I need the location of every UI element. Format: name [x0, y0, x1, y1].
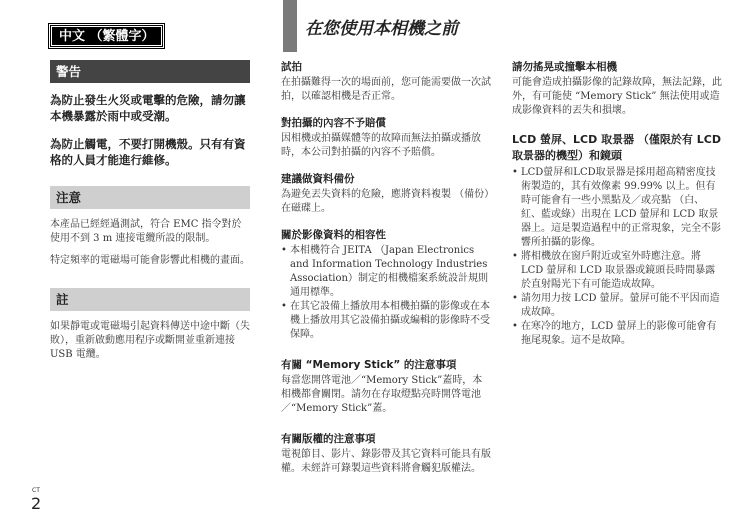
- list-item: • 將相機放在窗戶附近或室外時應注意。將 LCD 螢屏和 LCD 取景器或鏡頭長時間暴露於直射陽光下有可能造成故障。: [512, 251, 716, 290]
- list-item: • 在寒冷的地方，LCD 螢屏上的影像可能會有拖尾現象。這不是故障。: [512, 321, 717, 346]
- column-right: [512, 60, 724, 360]
- compat-list: [281, 244, 491, 342]
- column-middle: [281, 60, 491, 488]
- caution-title: 注意: [50, 186, 250, 209]
- caution-text-2: 特定頻率的電磁場可能會影響此相機的畫面。: [50, 255, 250, 266]
- section-text: 電視節目、影片、錄影帶及其它資料可能具有版權。未經許可錄製這些資料將會觸犯版權法。: [281, 449, 491, 474]
- list-item: • LCD螢屏和LCD取景器是採用超高精密度技術製造的，其有效像素 99.99% 以上。但有時可能會有一些小黑點及／或亮點 （白、紅、藍或綠）出現在 LCD 螢屏和 LCD 取景器上。這是製造過程中的正常現象，完全不影響所拍攝的影像。: [512, 167, 721, 248]
- title-band: [283, 0, 297, 52]
- note-title: 註: [50, 288, 250, 311]
- section-lcd: [512, 132, 724, 348]
- list-item: • 請勿用力按 LCD 螢屏。螢屏可能不平因而造成故障。: [512, 293, 720, 318]
- section-title: 試拍: [281, 61, 302, 73]
- list-item: • 在其它設備上播放用本相機拍攝的影像或在本機上播放用其它設備拍攝或編輯的影像時不受保障。: [281, 301, 490, 340]
- section-title: LCD 螢屏、LCD 取景器 （僅限於有 LCD 取景器的機型）和鏡頭: [512, 133, 721, 162]
- lcd-list: [512, 166, 724, 348]
- column-left: [50, 60, 250, 362]
- section-title: 對拍攝的內容不予賠償: [281, 117, 386, 129]
- section-test-shot: [281, 60, 491, 104]
- language-label: 中文 （繁體字）: [50, 25, 163, 47]
- section-no-compensation: [281, 116, 491, 160]
- page-title: 在您使用本相機之前: [305, 19, 458, 39]
- section-title: 有關版權的注意事項: [281, 433, 376, 445]
- warning-text-1: 為防止發生火災或電擊的危險，請勿讓本機暴露於雨中或受潮。: [50, 93, 246, 123]
- note-text-1: 如果靜電或電磁場引起資料傳送中途中斷（失敗），重新啟動應用程序或斷開並重新連接 USB 電纜。: [50, 321, 250, 360]
- section-title: 建議做資料備份: [281, 173, 355, 185]
- page-number: 2: [31, 494, 42, 513]
- section-title: 有關 “Memory Stick” 的注意事項: [281, 359, 457, 371]
- section-text: 可能會造成拍攝影像的記錄故障，無法記錄，此外，有可能使 “Memory Stick” 無法使用或造成影像資料的丟失和損壞。: [512, 77, 722, 116]
- warning-text-2: 為防止觸電，不要打開機殼。只有有資格的人員才能進行維修。: [50, 137, 246, 167]
- section-compatibility: [281, 228, 491, 342]
- section-copyright: [281, 432, 491, 476]
- warning-title: 警告: [50, 60, 250, 83]
- caution-text-1: 本產品已經經過測試，符合 EMC 指令對於使用不到 3 m 連接電纜所設的限制。: [50, 219, 242, 244]
- list-item: • 本相機符合 JEITA （Japan Electronics and Information Technology Industries Association）制定的相機檔案系統設計規則通用標準。: [281, 245, 488, 298]
- section-title: 關於影像資料的相容性: [281, 229, 386, 241]
- section-backup: [281, 172, 491, 216]
- section-text: 在拍攝難得一次的場面前，您可能需要做一次試拍，以確認相機是否正常。: [281, 77, 491, 102]
- section-no-shake: [512, 60, 724, 118]
- page-language-code: CT: [32, 487, 40, 494]
- section-text: 每當您開啓電池／“Memory Stick”蓋時，本相機都會關閉。請勿在存取燈點亮時開啓電池／“Memory Stick”蓋。: [281, 375, 483, 414]
- section-text: 因相機或拍攝媒體等的故障而無法拍攝或播放時，本公司對拍攝的內容不予賠償。: [281, 133, 481, 158]
- section-title: 請勿搖晃或撞擊本相機: [512, 61, 617, 73]
- section-text: 為避免丟失資料的危險，應將資料複製 （備份）在磁碟上。: [281, 189, 490, 214]
- section-memory-stick: [281, 358, 491, 416]
